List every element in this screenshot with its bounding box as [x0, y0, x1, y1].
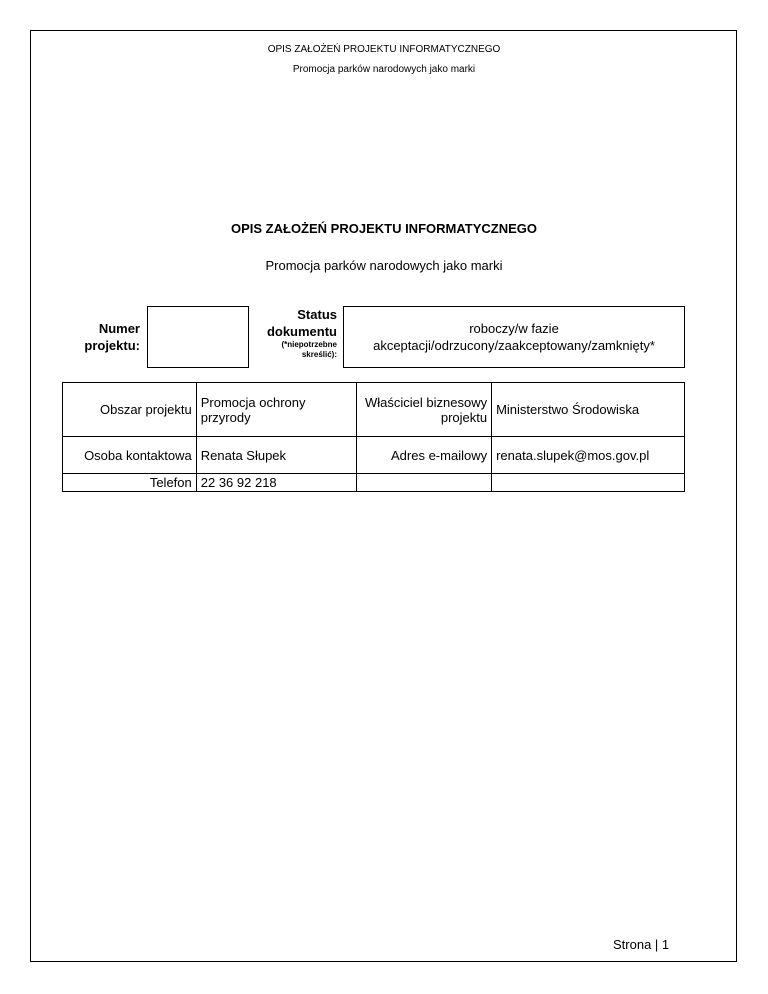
- table-row: [63, 437, 685, 474]
- status-value-box[interactable]: [343, 306, 685, 368]
- project-number-label-line1: Numer: [98, 321, 140, 336]
- table-row: [63, 474, 685, 492]
- area-value: Promocja ochrony przyrody: [196, 383, 357, 437]
- table-row: [63, 383, 685, 437]
- project-number-field[interactable]: [147, 306, 249, 368]
- page-frame: [30, 30, 737, 962]
- phone-value: 22 36 92 218: [196, 474, 357, 492]
- owner-value: Ministerstwo Środowiska: [492, 383, 685, 437]
- project-number-label: [60, 320, 140, 354]
- status-value-line2: akceptacji/odrzucony/zaakceptowany/zamknięty*: [373, 338, 655, 353]
- page-number: Strona | 1: [613, 937, 670, 952]
- email-value: renata.slupek@mos.gov.pl: [492, 437, 685, 474]
- status-label-line2: dokumentu: [266, 324, 337, 339]
- status-label: [235, 306, 337, 360]
- empty-cell: [357, 474, 492, 492]
- contact-label: Osoba kontaktowa: [63, 437, 197, 474]
- owner-label: Właściciel biznesowy projektu: [357, 383, 492, 437]
- status-label-line1: Status: [297, 307, 337, 322]
- document-title: OPIS ZAŁOŻEŃ PROJEKTU INFORMATYCZNEGO: [231, 221, 537, 236]
- phone-label: Telefon: [63, 474, 197, 492]
- area-label: Obszar projektu: [63, 383, 197, 437]
- status-note-line1: (*niepotrzebne: [281, 340, 337, 349]
- running-header-subtitle: Promocja parków narodowych jako marki: [292, 64, 476, 75]
- project-info-table: [62, 382, 685, 492]
- project-number-label-line2: projektu:: [84, 338, 140, 353]
- status-note-line2: skreślić):: [301, 350, 337, 359]
- running-header-title: OPIS ZAŁOŻEŃ PROJEKTU INFORMATYCZNEGO: [267, 44, 501, 55]
- status-value-line1: roboczy/w fazie: [469, 321, 559, 336]
- empty-cell: [492, 474, 685, 492]
- document-subtitle: Promocja parków narodowych jako marki: [265, 258, 503, 273]
- email-label: Adres e-mailowy: [357, 437, 492, 474]
- contact-value: Renata Słupek: [196, 437, 357, 474]
